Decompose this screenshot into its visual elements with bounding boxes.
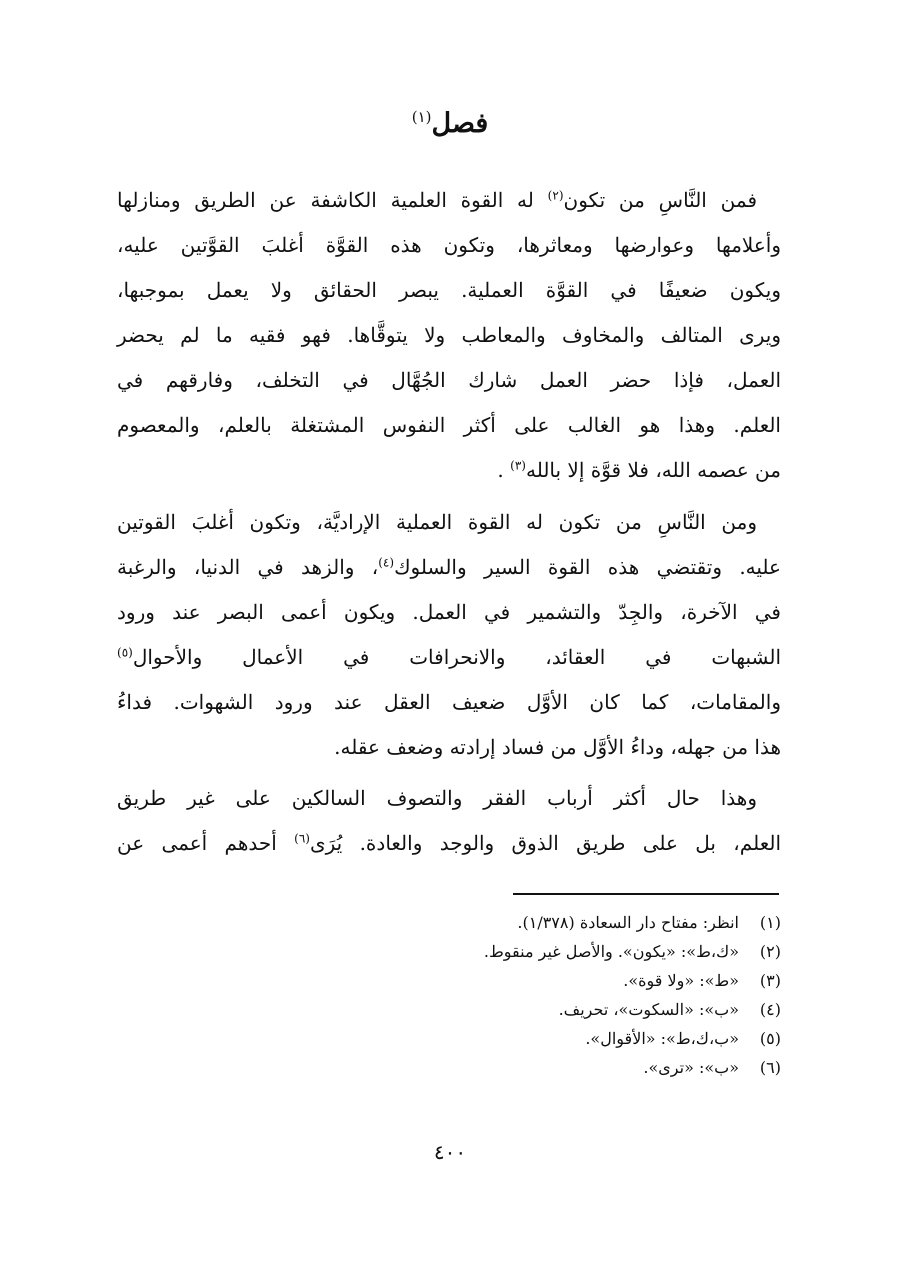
text-line: فمن النَّاسِ من تكون$^{(٢)}$ له القوة العلمية الكاشفة عن الطريق ومنازلها xyxy=(117,188,757,212)
text-line: ويرى المتالف والمخاوف والمعاطب ولا يتوقَّاها. فهو فقيه ما لم يحضر xyxy=(117,323,781,347)
footnote xyxy=(117,995,781,1024)
section-heading xyxy=(0,108,900,139)
text-line: من عصمه الله، فلا قوَّة إلا بالله$^{(٣)}$ . xyxy=(497,458,781,482)
footnote-number: (٥) xyxy=(759,1029,781,1048)
text-line: الشبهات في العقائد، والانحرافات في الأعمال والأحوال$^{(٥)}$ xyxy=(117,645,781,669)
text-line: عليه. وتقتضي هذه القوة السير والسلوك$^{(٤)}$، والزهد في الدنيا، والرغبة xyxy=(117,555,781,579)
paragraph-1 xyxy=(117,178,781,493)
footnote-ref: (٣) xyxy=(510,458,526,473)
footnote xyxy=(117,1053,781,1082)
paragraph-2 xyxy=(117,500,781,770)
text-line: والمقامات، كما كان الأوَّل ضعيف العقل عند ورود الشهوات. فداءُ xyxy=(117,690,781,714)
footnote-ref: (٤) xyxy=(378,555,395,570)
footnote-ref: (٥) xyxy=(117,645,133,660)
footnote-separator xyxy=(513,893,779,895)
footnote-ref: (١) xyxy=(411,108,432,126)
footnote xyxy=(117,937,781,966)
footnote-number: (٦) xyxy=(759,1058,781,1077)
text-line: وأعلامها وعوارضها ومعاثرها، وتكون هذه القوَّة أغلبَ القوَّتين عليه، xyxy=(117,233,781,257)
text-line: في الآخرة، والجِدّ والتشمير في العمل. ويكون أعمى البصر عند ورود xyxy=(117,600,781,624)
page-number: ٤٠٠ xyxy=(433,1140,467,1164)
footnote-text: «ك،ط»: «يكون». والأصل غير منقوط. xyxy=(483,942,739,961)
text-line: وهذا حال أكثر أرباب الفقر والتصوف السالكين على غير طريق xyxy=(117,786,757,810)
footnote-text: «ب،ك،ط»: «الأقوال». xyxy=(585,1029,739,1048)
footnote-text: «ب»: «ترى». xyxy=(643,1058,739,1077)
footnote-number: (١) xyxy=(759,913,781,932)
footnote xyxy=(117,908,781,937)
text-line: ويكون ضعيفًا في القوَّة العملية. يبصر الحقائق ولا يعمل بموجبها، xyxy=(117,278,781,302)
text-line: هذا من جهله، وداءُ الأوَّل من فساد إرادته وضعف عقله. xyxy=(334,735,781,759)
section-title: فصل xyxy=(431,108,489,139)
text-line: العلم، بل على طريق الذوق والوجد والعادة. يُرَى$^{(٦)}$ أحدهم أعمى عن xyxy=(117,831,781,855)
footnote-number: (٢) xyxy=(759,942,781,961)
footnote-text: «ب»: «السكوت»، تحريف. xyxy=(558,1000,739,1019)
text-line: العلم. وهذا هو الغالب على أكثر النفوس المشتغلة بالعلم، والمعصوم xyxy=(117,413,781,437)
footnote xyxy=(117,966,781,995)
text-line: ومن النَّاسِ من تكون له القوة العملية الإراديَّة، وتكون أغلبَ القوتين xyxy=(117,510,757,534)
footnote-number: (٤) xyxy=(759,1000,781,1019)
footnote-text: انظر: مفتاح دار السعادة (١/٣٧٨). xyxy=(517,913,739,932)
footnote-number: (٣) xyxy=(759,971,781,990)
text-line: العمل، فإذا حضر العمل شارك الجُهَّال في التخلف، وفارقهم في xyxy=(117,368,781,392)
footnotes xyxy=(117,908,781,1082)
footnote xyxy=(117,1024,781,1053)
footnote-text: «ط»: «ولا قوة». xyxy=(623,971,739,990)
footnote-ref: (٦) xyxy=(294,831,310,846)
paragraph-3 xyxy=(117,776,781,866)
footnote-ref: (٢) xyxy=(547,188,564,203)
